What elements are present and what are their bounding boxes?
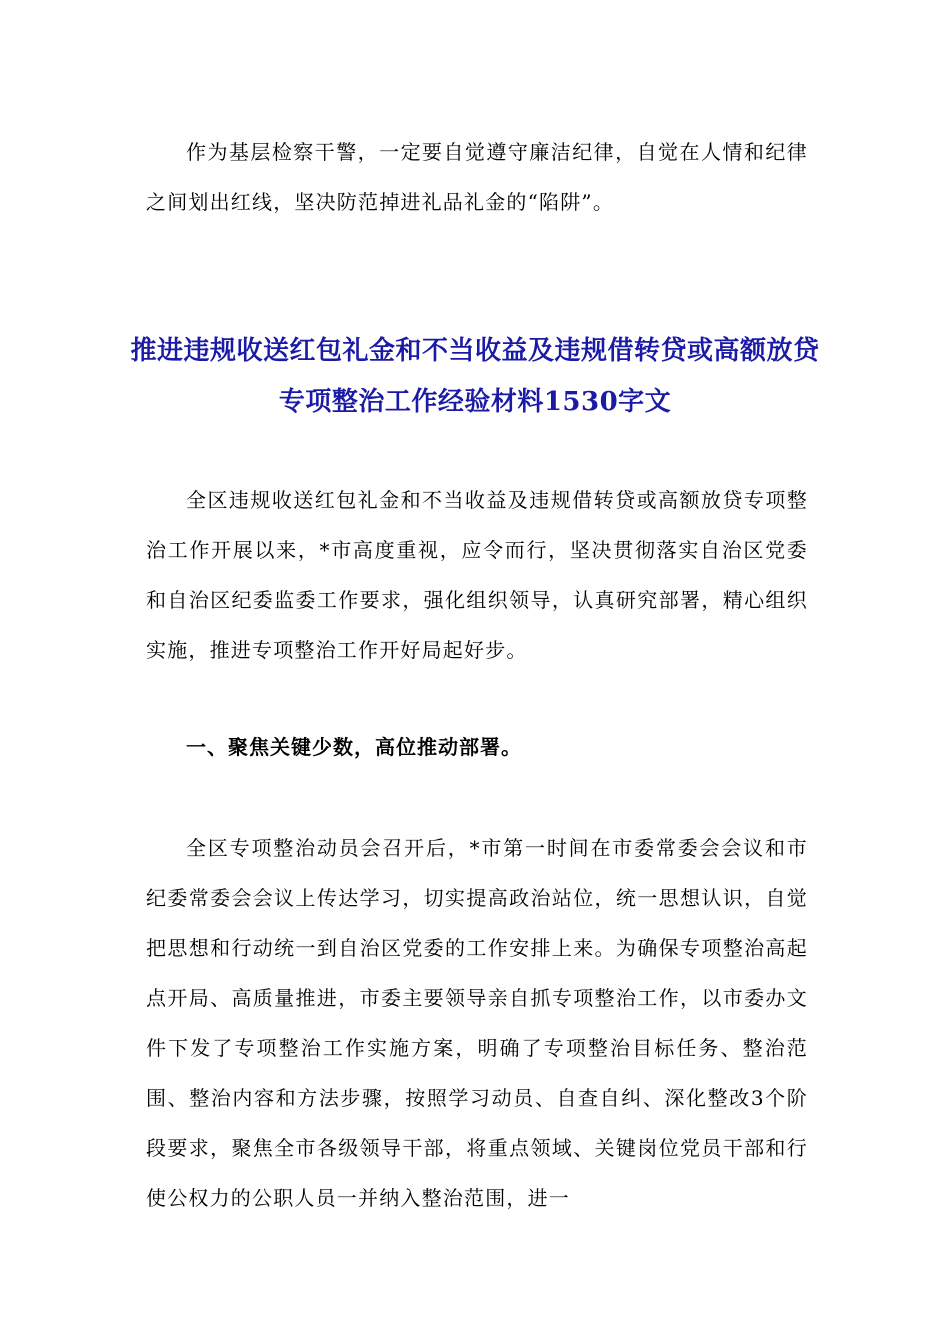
document-title: 推进违规收送红包礼金和不当收益及违规借转贷或高额放贷专项整治工作经验材料1530字文 <box>130 336 820 417</box>
intro-paragraph: 作为基层检察干警，一定要自觉遵守廉洁纪律，自觉在人情和纪律之间划出红线，坚决防范掉进礼品礼金的“陷阱”。 <box>146 140 808 214</box>
paragraph-2: 全区专项整治动员会召开后，*市第一时间在市委常委会会议和市纪委常委会会议上传达学习，切实提高政治站位，统一思想认识，自觉把思想和行动统一到自治区党委的工作安排上来。为确保专项整治高起点开局、高质量推进，市委主要领导亲自抓专项整治工作，以市委办文件下发了专项整治工作实施方案，明确了专项整治目标任务、整治范围、整治内容和方法步骤，按照学习动员、自查自纠、深化整改3个阶段要求，聚焦全市各级领导干部，将重点领域、关键岗位党员干部和行使公权力的公职人员一并纳入整治范围，进一 <box>146 836 808 1210</box>
paragraph-1: 全区违规收送红包礼金和不当收益及违规借转贷或高额放贷专项整治工作开展以来，*市高度重视，应令而行，坚决贯彻落实自治区党委和自治区纪委监委工作要求，强化组织领导，认真研究部署，精心组织实施，推进专项整治工作开好局起好步。 <box>146 488 808 662</box>
section-1-heading: 一、聚焦关键少数，高位推动部署。 <box>186 735 522 759</box>
